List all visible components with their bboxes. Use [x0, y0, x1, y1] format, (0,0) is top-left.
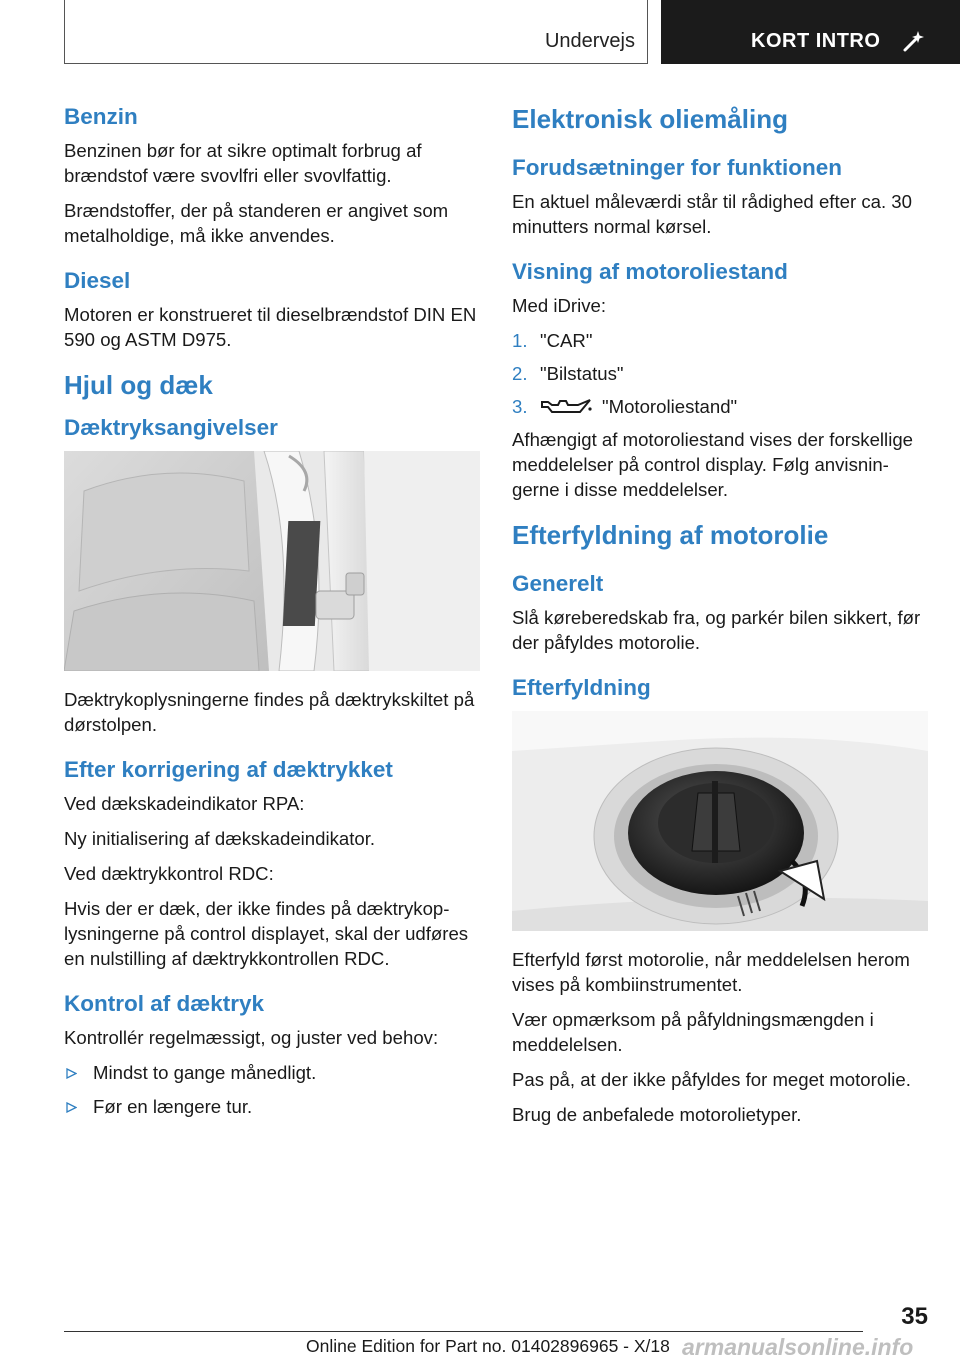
afhaengigt-paragraph: Afhængigt af motoroliestand vises der forskellige meddelelser på control display. Følg anvisnin-gerne i disse meddelelser.	[512, 429, 914, 500]
benzin-paragraph-1: Benzinen bør for at sikre optimalt forbrug af brændstof være svovlfri eller svovlfattig.	[64, 140, 422, 186]
efter-paragraph-3: Ved dæktrykkontrol RDC:	[64, 863, 274, 884]
triangle-bullet-icon	[66, 1068, 77, 1079]
forud-paragraph: En aktuel måleværdi står til rådighed efter ca. 30 minutters normal kørsel.	[512, 191, 912, 237]
heading-efter-korrigering: Efter korrigering af dæktrykket	[64, 757, 393, 782]
heading-generelt: Generelt	[512, 571, 604, 596]
benzin-paragraph-2: Brændstoffer, der på standeren er angivet som metalholdige, må ikke anvendes.	[64, 200, 449, 246]
header-section-tab	[64, 0, 648, 64]
triangle-bullet-icon	[66, 1102, 77, 1113]
generelt-paragraph: Slå køreberedskab fra, og parkér bilen sikkert, før der påfyldes motorolie.	[512, 607, 921, 653]
efter-paragraph-1: Ved dækskadeindikator RPA:	[64, 793, 305, 814]
watermark: armanualsonline.info	[682, 1334, 914, 1360]
heading-kontrol: Kontrol af dæktryk	[64, 991, 265, 1016]
kontrol-bullet-list	[64, 1060, 480, 1119]
header-chapter-label: KORT INTRO	[751, 30, 881, 52]
left-column	[64, 100, 480, 1128]
heading-forudsaetninger: Forudsætninger for funktionen	[512, 155, 842, 180]
heading-hjul-og-daek: Hjul og dæk	[64, 370, 213, 400]
heading-visning: Visning af motoroliestand	[512, 259, 788, 284]
heading-diesel: Diesel	[64, 268, 131, 293]
list-item: Før en længere tur.	[64, 1094, 480, 1119]
right-column	[512, 100, 928, 1137]
kontrol-paragraph: Kontrollér regelmæssigt, og juster ved behov:	[64, 1027, 439, 1048]
footer-edition-text: Online Edition for Part no. 01402896965 - X/18	[306, 1336, 670, 1356]
door-pillar-photo	[64, 451, 480, 671]
heading-elektronisk-oliemaaling: Elektronisk oliemåling	[512, 104, 788, 134]
list-item: 3. "Motoroliestand"	[512, 396, 738, 417]
efterfyld-caption: Efterfyld først motorolie, når meddelelsen herom vises på kombiinstrumentet.	[512, 949, 910, 995]
heading-benzin: Benzin	[64, 104, 138, 129]
efter-paragraph-4: Hvis der er dæk, der ikke findes på dæktrykop-lysningerne på control displayet, skal der udføres en nulstilling af dæktrykkontrollen RDC.	[64, 898, 469, 969]
footer-divider	[64, 1331, 863, 1332]
heading-daektryksangivelser: Dæktryksangivelser	[64, 415, 278, 440]
header-section-label: Undervejs	[544, 30, 635, 52]
daektryk-caption: Dæktrykoplysningerne findes på dæktrykskiltet på dørstolpen.	[64, 689, 475, 735]
list-item: 1. "CAR"	[512, 330, 593, 351]
list-item: 2. "Bilstatus"	[512, 363, 624, 384]
efter-paragraph-2: Ny initialisering af dækskadeindikator.	[64, 828, 376, 849]
idrive-steps-list	[512, 328, 928, 419]
visning-paragraph: Med iDrive:	[512, 295, 607, 316]
efterfyld-paragraph-3: Pas på, at der ikke påfyldes for meget motorolie.	[512, 1069, 911, 1090]
diesel-paragraph: Motoren er konstrueret til dieselbrændstof DIN EN 590 og ASTM D975.	[64, 304, 477, 350]
wand-icon	[901, 28, 927, 54]
page-number: 35	[901, 1303, 928, 1330]
efterfyld-paragraph-2: Vær opmærksom på påfyldningsmængden i meddelelsen.	[512, 1009, 874, 1055]
list-item: Mindst to gange månedligt.	[64, 1060, 480, 1085]
oil-can-icon	[540, 396, 594, 416]
efterfyld-paragraph-4: Brug de anbefalede motorolietyper.	[512, 1104, 802, 1125]
heading-efterfyldning-af-motorolie: Efterfyldning af motorolie	[512, 520, 829, 550]
header-chapter-tab	[661, 0, 960, 64]
heading-efterfyldning: Efterfyldning	[512, 675, 651, 700]
oil-filler-cap-photo	[512, 711, 928, 931]
